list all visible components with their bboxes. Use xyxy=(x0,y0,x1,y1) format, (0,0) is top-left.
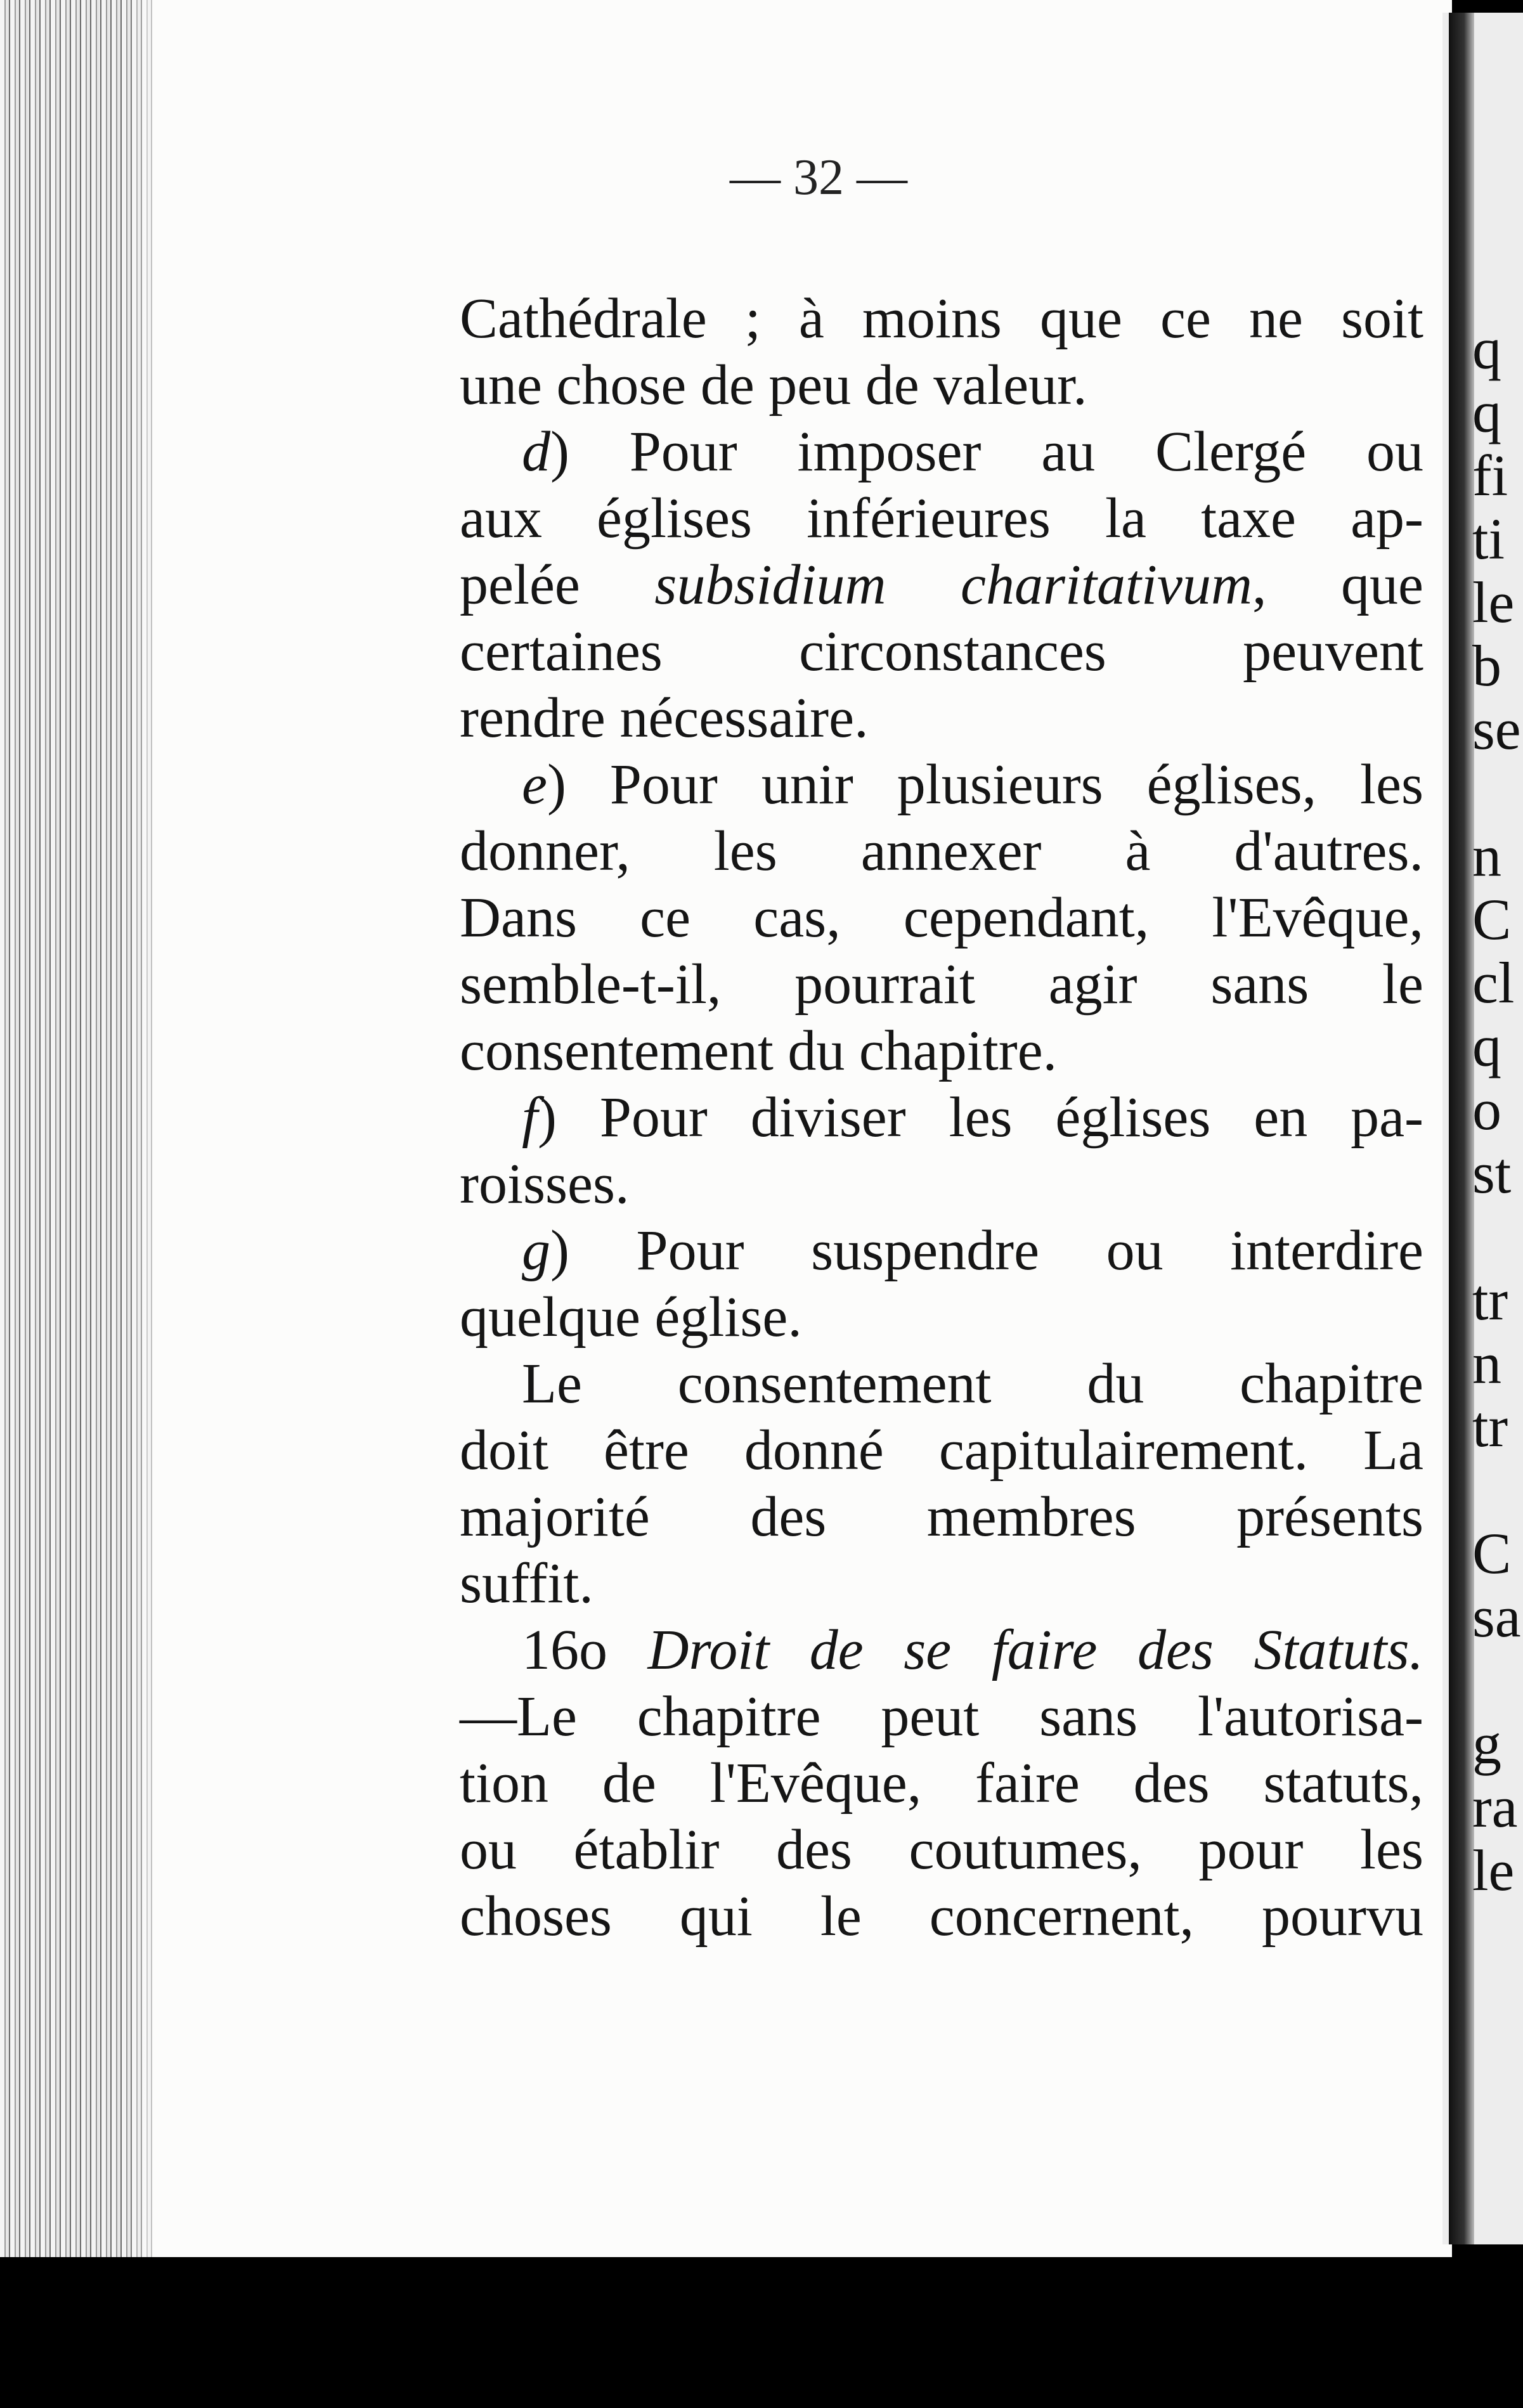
right-page-fragment: q xyxy=(1472,1014,1501,1078)
bottom-scan-border xyxy=(0,2257,1523,2408)
text-line xyxy=(460,751,1423,818)
text-span: choses qui le concernent, pourvu xyxy=(460,1885,1423,1948)
right-page-gutter xyxy=(1449,13,1474,2244)
text-line xyxy=(460,1151,1423,1217)
text-line xyxy=(460,1617,1423,1683)
text-span: quelque église. xyxy=(460,1286,802,1349)
right-page-fragment: ti xyxy=(1472,507,1505,571)
text-line xyxy=(460,1284,1423,1350)
right-page-fragment: g xyxy=(1472,1711,1501,1776)
text-line xyxy=(460,352,1423,418)
text-span: aux églises inférieures la taxe ap- xyxy=(460,487,1423,550)
italic-text: Droit de se faire des Statuts. xyxy=(647,1619,1423,1681)
text-line xyxy=(460,552,1423,618)
italic-text: subsidium charitativum xyxy=(654,553,1252,616)
text-span: Dans ce cas, cependant, l'Evêque, xyxy=(460,886,1423,949)
text-line xyxy=(460,418,1423,485)
text-span: ) Pour suspendre ou interdire xyxy=(550,1219,1423,1282)
text-line xyxy=(460,1550,1423,1617)
text-span: Le consentement du chapitre xyxy=(522,1352,1423,1415)
text-line xyxy=(460,1018,1423,1084)
text-span: tion de l'Evêque, faire des statuts, xyxy=(460,1752,1423,1815)
text-span: , que xyxy=(1252,553,1423,616)
text-line xyxy=(460,485,1423,552)
right-page-fragment: o xyxy=(1472,1077,1501,1142)
italic-text: d xyxy=(522,420,550,483)
text-line xyxy=(460,951,1423,1018)
italic-text: e xyxy=(522,753,547,816)
right-page-fragment xyxy=(1472,1458,1523,1522)
text-line xyxy=(460,685,1423,751)
body-text xyxy=(460,285,1423,1950)
text-span: certaines circonstances peuvent xyxy=(460,620,1423,683)
text-line xyxy=(460,818,1423,884)
right-page-fragment: ra xyxy=(1472,1775,1518,1839)
text-line xyxy=(460,1750,1423,1816)
text-span: donner, les annexer à d'autres. xyxy=(460,820,1423,883)
text-span: —Le chapitre peut sans l'autorisa- xyxy=(460,1685,1423,1748)
text-span: suffit. xyxy=(460,1552,593,1615)
right-page-fragment: sa xyxy=(1472,1584,1521,1649)
page-number xyxy=(0,149,1523,207)
text-span: Cathédrale ; à moins que ce ne soit xyxy=(460,287,1423,350)
text-line xyxy=(460,1217,1423,1284)
page-number-text: — 32 — xyxy=(730,150,907,205)
text-span: ) Pour diviser les églises en pa- xyxy=(538,1086,1423,1149)
text-span: consentement du chapitre. xyxy=(460,1020,1058,1082)
text-span: ) Pour unir plusieurs églises, les xyxy=(547,753,1423,816)
text-line xyxy=(460,1417,1423,1484)
right-page-fragment: n xyxy=(1472,1331,1501,1395)
text-span: pelée xyxy=(460,553,655,616)
right-page-fragment: cl xyxy=(1472,950,1515,1015)
right-page-fragment: b xyxy=(1472,633,1501,698)
text-span: une chose de peu de valeur. xyxy=(460,354,1087,417)
text-span: ) Pour imposer au Clergé ou xyxy=(550,420,1423,483)
right-page-fragment xyxy=(1472,761,1523,824)
italic-text: f xyxy=(522,1086,538,1149)
right-page-fragment: q xyxy=(1472,380,1501,444)
italic-text: g xyxy=(522,1219,550,1282)
text-span: roisses. xyxy=(460,1153,630,1215)
right-page-fragment: fi xyxy=(1472,443,1508,508)
right-page-fragments xyxy=(1472,317,1523,1902)
text-span: rendre nécessaire. xyxy=(460,687,869,749)
text-line xyxy=(460,1683,1423,1750)
text-span: majorité des membres présents xyxy=(460,1486,1423,1548)
right-page-fragment: q xyxy=(1472,317,1501,381)
text-line xyxy=(460,618,1423,685)
text-line xyxy=(460,1883,1423,1950)
text-line xyxy=(460,1084,1423,1151)
right-page-fragment: se xyxy=(1472,697,1521,761)
text-span: semble-t-il, pourrait agir sans le xyxy=(460,953,1423,1016)
right-page-fragment xyxy=(1472,1205,1523,1268)
right-page-fragment xyxy=(1472,1648,1523,1712)
right-page-fragment: le xyxy=(1472,570,1515,635)
right-page-fragment: tr xyxy=(1472,1394,1508,1459)
text-line xyxy=(460,1484,1423,1550)
right-page-fragment: C xyxy=(1472,887,1512,952)
right-page-fragment: st xyxy=(1472,1141,1512,1205)
text-span: doit être donné capitulairement. La xyxy=(460,1419,1423,1482)
right-page-fragment: le xyxy=(1472,1838,1515,1902)
text-span: ou établir des coutumes, pour les xyxy=(460,1818,1423,1881)
text-line xyxy=(460,1816,1423,1883)
right-page-fragment: tr xyxy=(1472,1267,1508,1332)
text-line xyxy=(460,884,1423,951)
text-line xyxy=(460,1350,1423,1417)
right-page-fragment: n xyxy=(1472,824,1501,888)
right-page-fragment: C xyxy=(1472,1521,1512,1586)
text-line xyxy=(460,285,1423,352)
text-span: 16o xyxy=(522,1619,648,1681)
